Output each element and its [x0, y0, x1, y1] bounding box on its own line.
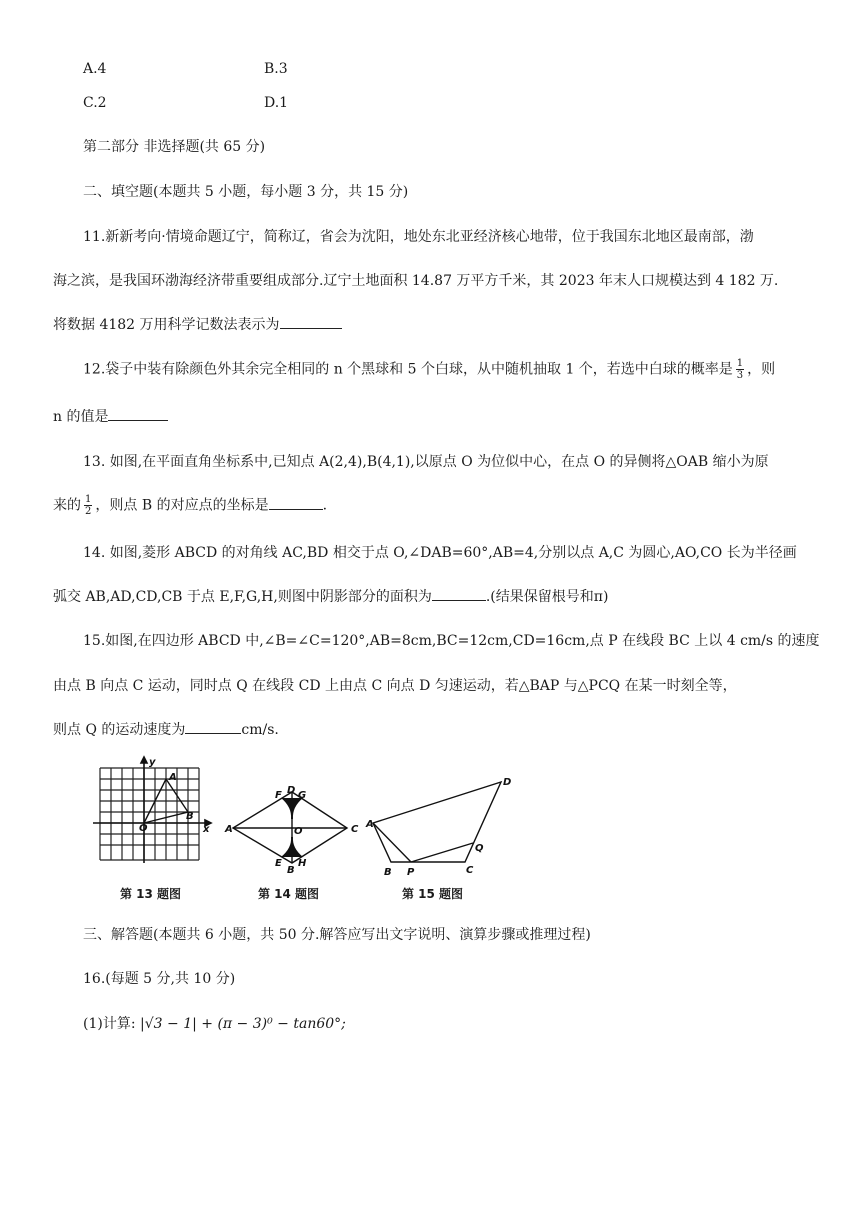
- fig15-label-a: A: [366, 819, 374, 830]
- fig14-label-d: D: [287, 785, 296, 796]
- option-c: C.2: [83, 95, 107, 111]
- fig13-label-y: y: [149, 757, 156, 768]
- option-d: D.1: [264, 95, 289, 111]
- fig14-label-e: E: [275, 858, 282, 869]
- q11-line2: 海之滨，是我国环渤海经济带重要组成部分.辽宁土地面积 14.87 万平方千米，其 2023 年末人口规模达到 4 182 万.: [53, 273, 779, 289]
- q15-text-a: 则点 Q 的运动速度为: [53, 722, 186, 738]
- option-b: B.3: [264, 61, 288, 77]
- fig15-label-q: Q: [475, 843, 484, 854]
- q16-part1-expression: |√3 − 1| + (π − 3)⁰ − tan60°;: [140, 1016, 346, 1032]
- q15-line3: [53, 719, 279, 739]
- q14-answer-blank[interactable]: [432, 586, 486, 601]
- fig13-label-b: B: [186, 811, 194, 822]
- fig14-label-h: H: [298, 858, 307, 869]
- q12-frac-den: 3: [736, 370, 744, 381]
- q12-fraction: [736, 358, 744, 381]
- q12-line2-text: n 的值是: [53, 409, 109, 425]
- q15-answer-blank[interactable]: [185, 719, 241, 734]
- q16-part1-label: (1)计算:: [83, 1016, 136, 1032]
- fig13-grid: [100, 768, 199, 860]
- fig14-label-o: O: [294, 826, 303, 837]
- q13-fraction: [84, 494, 92, 517]
- q16-header: 16.(每题 5 分,共 10 分): [83, 971, 236, 987]
- q14-line2: [53, 586, 608, 606]
- fig14-label-b: B: [287, 865, 295, 876]
- q15-line1: 15.如图,在四边形 ABCD 中,∠B=∠C=120°,AB=8cm,BC=12cm,CD=16cm,点 P 在线段 BC 上以 4 cm/s 的速度: [83, 633, 820, 649]
- q14-line1: 14. 如图,菱形 ABCD 的对角线 AC,BD 相交于点 O,∠DAB=60°,AB=4,分别以点 A,C 为圆心,AO,CO 长为半径画: [83, 545, 797, 561]
- fig15-label-c: C: [466, 865, 474, 876]
- q13-line2: [53, 494, 327, 517]
- option-a: A.4: [83, 61, 107, 77]
- q13-answer-blank[interactable]: [269, 495, 323, 510]
- q15-text-b: cm/s.: [241, 722, 279, 738]
- q15-line2: 由点 B 向点 C 运动，同时点 Q 在线段 CD 上由点 C 向点 D 匀速运动，若△BAP 与△PCQ 在某一时刻全等，: [53, 678, 737, 694]
- fig13-caption: 第 13 题图: [120, 887, 182, 901]
- fig14-label-c: C: [351, 824, 359, 835]
- fig13-label-x: x: [203, 824, 210, 835]
- fig14-caption: 第 14 题图: [258, 887, 320, 901]
- q12-text-b: ，则: [747, 361, 776, 378]
- q12-answer-blank[interactable]: [108, 406, 168, 421]
- fig15-label-b: B: [384, 867, 392, 878]
- q14-text-a: 弧交 AB,AD,CD,CB 于点 E,F,G,H,则图中阴影部分的面积为: [53, 589, 432, 605]
- figures-panel: [85, 755, 525, 890]
- fig14-label-a: A: [225, 824, 233, 835]
- q11-line3: [53, 314, 342, 334]
- fig14-label-f: F: [275, 790, 282, 801]
- q13-text-end: .: [322, 497, 328, 514]
- q13-line1: 13. 如图,在平面直角坐标系中,已知点 A(2,4),B(4,1),以原点 O 为位似中心，在点 O 的异侧将△OAB 缩小为原: [83, 454, 769, 470]
- section2-title: 二、填空题(本题共 5 小题，每小题 3 分，共 15 分): [83, 184, 409, 200]
- q11-line1: 11.新新考向·情境命题辽宁，简称辽，省会为沈阳，地处东北亚经济核心地带，位于我国东北地区最南部，渤: [83, 229, 754, 245]
- q13-text-a: 来的: [53, 497, 81, 514]
- q14-text-b: .(结果保留根号和π): [485, 589, 609, 605]
- fig14-label-g: G: [298, 790, 307, 801]
- fig15-label-p: P: [407, 867, 415, 878]
- q16-part1: [83, 1013, 346, 1033]
- q11-line3-text: 将数据 4182 万用科学记数法表示为: [53, 317, 280, 333]
- fig13-label-o: O: [139, 823, 148, 834]
- q11-answer-blank[interactable]: [280, 314, 342, 329]
- part2-title: 第二部分 非选择题(共 65 分): [83, 139, 266, 155]
- q12-text-a: 12.袋子中装有除颜色外其余完全相同的 n 个黑球和 5 个白球，从中随机抽取 1 个，若选中白球的概率是: [83, 361, 733, 378]
- fig15-label-d: D: [503, 777, 512, 788]
- fig15-caption: 第 15 题图: [402, 887, 464, 901]
- fig13-label-a: A: [169, 772, 177, 783]
- q12-frac-num: 1: [736, 358, 744, 369]
- q12-line2: [53, 406, 168, 426]
- q13-text-b: ，则点 B 的对应点的坐标是: [95, 497, 269, 514]
- q13-frac-num: 1: [85, 494, 92, 505]
- section3-title: 三、解答题(本题共 6 小题，共 50 分.解答应写出文字说明、演算步骤或推理过程): [83, 927, 591, 943]
- q12-line1: [83, 358, 775, 381]
- q13-frac-den: 2: [85, 506, 92, 517]
